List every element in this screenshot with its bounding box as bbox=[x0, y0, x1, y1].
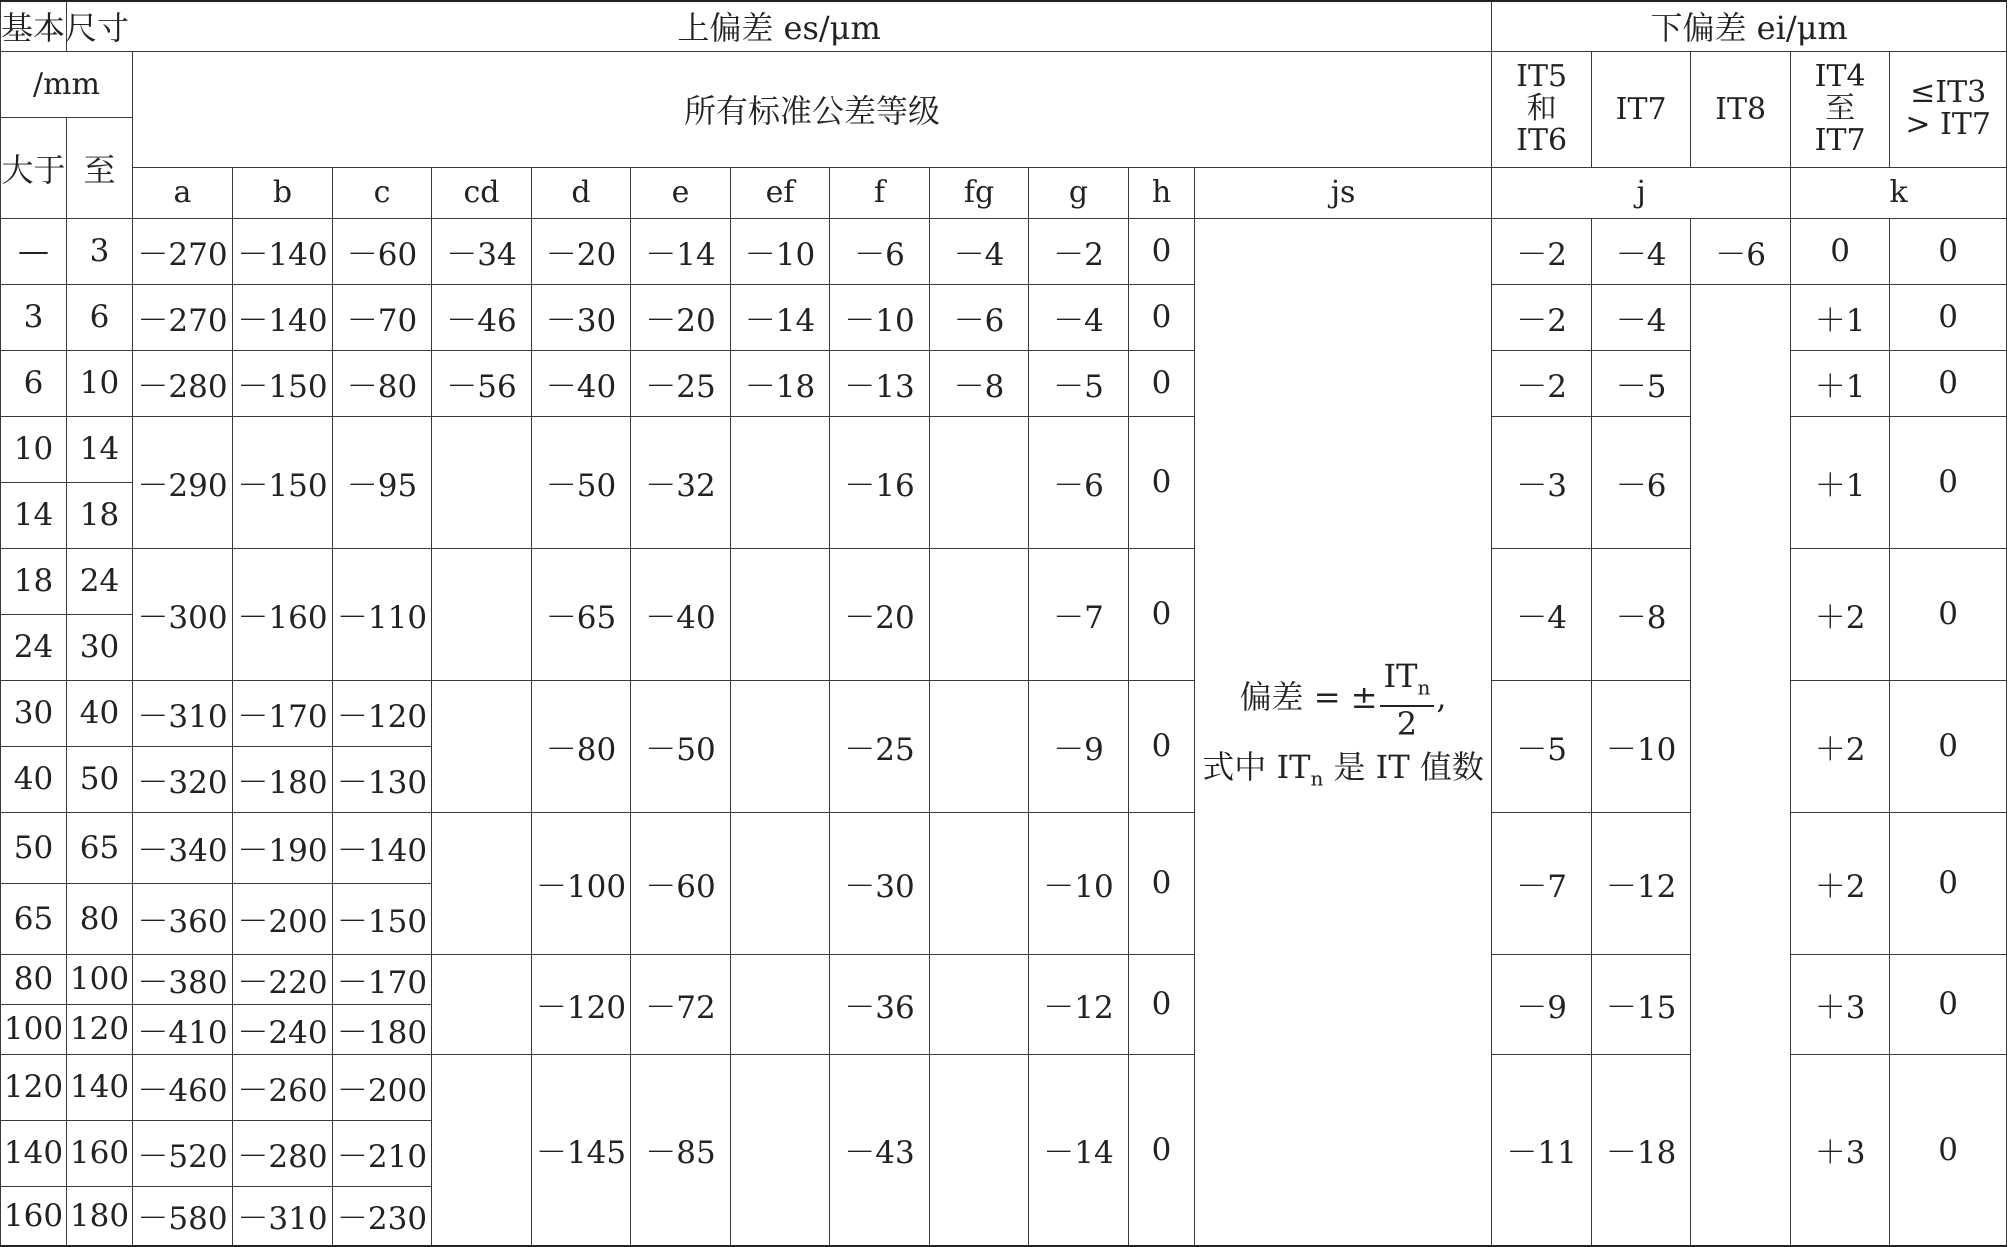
js-explanation: 式中 $IT_n$ 是 IT 值数 bbox=[1202, 747, 1484, 791]
size-upto: 24 bbox=[67, 548, 133, 614]
size-upto: 50 bbox=[67, 746, 133, 812]
cell-c: －95 bbox=[333, 416, 432, 548]
grade-it7-header: IT7 bbox=[1592, 51, 1691, 167]
cell-b: －160 bbox=[233, 548, 333, 680]
cell-k-other: 0 bbox=[1890, 954, 2007, 1054]
cell-b: －150 bbox=[233, 350, 333, 416]
size-over: 160 bbox=[1, 1186, 67, 1246]
js-fraction: $\frac{IT_n}{2}$ bbox=[1380, 659, 1435, 740]
cell-a: －270 bbox=[133, 284, 233, 350]
size-upto: 10 bbox=[67, 350, 133, 416]
cell-k-other: 0 bbox=[1890, 416, 2007, 548]
cell-d: －30 bbox=[532, 284, 631, 350]
cell-b: －200 bbox=[233, 883, 333, 954]
letter-fg: fg bbox=[930, 167, 1029, 218]
cell-h: 0 bbox=[1129, 1054, 1195, 1246]
cell-c: －130 bbox=[333, 746, 432, 812]
size-over: 50 bbox=[1, 812, 67, 883]
basic-size-header: 基本尺寸 bbox=[1, 1, 67, 51]
lower-deviation-header: 下偏差 ei/μm bbox=[1492, 1, 2007, 51]
size-upto: 180 bbox=[67, 1186, 133, 1246]
cell-a: －300 bbox=[133, 548, 233, 680]
cell-j-it7: －15 bbox=[1592, 954, 1691, 1054]
letter-a: a bbox=[133, 167, 233, 218]
grade-it8-header: IT8 bbox=[1691, 51, 1791, 167]
cell-e: －14 bbox=[631, 218, 731, 284]
letter-b: b bbox=[233, 167, 333, 218]
cell-cd-empty bbox=[432, 812, 532, 954]
letter-ef: ef bbox=[731, 167, 830, 218]
cell-cd: －56 bbox=[432, 350, 532, 416]
size-over: 65 bbox=[1, 883, 67, 954]
size-upto: 40 bbox=[67, 680, 133, 746]
upto-header: 至 bbox=[67, 117, 133, 218]
cell-e: －20 bbox=[631, 284, 731, 350]
cell-ef-empty bbox=[731, 416, 830, 548]
cell-f: －10 bbox=[830, 284, 930, 350]
size-over: 24 bbox=[1, 614, 67, 680]
cell-cd-empty bbox=[432, 548, 532, 680]
letter-d: d bbox=[532, 167, 631, 218]
cell-fg-empty bbox=[930, 1054, 1029, 1246]
cell-h: 0 bbox=[1129, 812, 1195, 954]
grade-le-it3-gt-it7-header: ≤IT3 > IT7 bbox=[1890, 51, 2007, 167]
cell-g: －10 bbox=[1029, 812, 1129, 954]
cell-c: －80 bbox=[333, 350, 432, 416]
cell-g: －4 bbox=[1029, 284, 1129, 350]
size-over: 120 bbox=[1, 1054, 67, 1120]
cell-c: －140 bbox=[333, 812, 432, 883]
cell-h: 0 bbox=[1129, 548, 1195, 680]
letter-f: f bbox=[830, 167, 930, 218]
cell-k-it4-7: 0 bbox=[1791, 218, 1890, 284]
cell-j-it5-6: －4 bbox=[1492, 548, 1592, 680]
cell-cd-empty bbox=[432, 954, 532, 1054]
size-over: 30 bbox=[1, 680, 67, 746]
cell-fg-empty bbox=[930, 812, 1029, 954]
cell-j-it5-6: －3 bbox=[1492, 416, 1592, 548]
cell-b: －260 bbox=[233, 1054, 333, 1120]
letter-k: k bbox=[1791, 167, 2007, 218]
over-header: 大于 bbox=[1, 117, 67, 218]
cell-k-it4-7: ＋1 bbox=[1791, 416, 1890, 548]
cell-ef-empty bbox=[731, 548, 830, 680]
cell-a: －310 bbox=[133, 680, 233, 746]
cell-b: －190 bbox=[233, 812, 333, 883]
cell-cd-empty bbox=[432, 416, 532, 548]
cell-ef-empty bbox=[731, 1054, 830, 1246]
cell-fg-empty bbox=[930, 548, 1029, 680]
cell-j-it7: －5 bbox=[1592, 350, 1691, 416]
cell-h: 0 bbox=[1129, 218, 1195, 284]
js-deviation-note bbox=[1195, 218, 1492, 1246]
size-over: 100 bbox=[1, 1004, 67, 1054]
size-over: 18 bbox=[1, 548, 67, 614]
cell-d: －65 bbox=[532, 548, 631, 680]
cell-a: －340 bbox=[133, 812, 233, 883]
cell-d: －20 bbox=[532, 218, 631, 284]
size-over: — bbox=[1, 218, 67, 284]
cell-f: －30 bbox=[830, 812, 930, 954]
js-formula: 偏差 = ± $\frac{IT_n}{2}$ , bbox=[1239, 657, 1447, 743]
cell-b: －180 bbox=[233, 746, 333, 812]
cell-ef: －10 bbox=[731, 218, 830, 284]
cell-j-it5-6: －2 bbox=[1492, 284, 1592, 350]
upper-deviation-header: 上偏差 es/μm bbox=[67, 1, 1492, 51]
cell-fg-empty bbox=[930, 680, 1029, 812]
cell-k-other: 0 bbox=[1890, 812, 2007, 954]
cell-k-other: 0 bbox=[1890, 680, 2007, 812]
cell-b: －310 bbox=[233, 1186, 333, 1246]
cell-k-it4-7: ＋3 bbox=[1791, 1054, 1890, 1246]
cell-g: －12 bbox=[1029, 954, 1129, 1054]
size-over: 6 bbox=[1, 350, 67, 416]
cell-a: －520 bbox=[133, 1120, 233, 1186]
cell-k-it4-7: ＋1 bbox=[1791, 284, 1890, 350]
grade-it4-it7-header: IT4 至 IT7 bbox=[1791, 51, 1890, 167]
cell-j-it7: －12 bbox=[1592, 812, 1691, 954]
cell-k-it4-7: ＋2 bbox=[1791, 812, 1890, 954]
cell-d: －120 bbox=[532, 954, 631, 1054]
cell-a: －580 bbox=[133, 1186, 233, 1246]
cell-cd-empty bbox=[432, 1054, 532, 1246]
cell-j-it8: －6 bbox=[1691, 218, 1791, 284]
cell-c: －210 bbox=[333, 1120, 432, 1186]
cell-ef: －14 bbox=[731, 284, 830, 350]
cell-a: －290 bbox=[133, 416, 233, 548]
cell-j-it7: －8 bbox=[1592, 548, 1691, 680]
cell-j-it5-6: －2 bbox=[1492, 218, 1592, 284]
cell-h: 0 bbox=[1129, 416, 1195, 548]
cell-b: －170 bbox=[233, 680, 333, 746]
cell-cd: －34 bbox=[432, 218, 532, 284]
cell-e: －32 bbox=[631, 416, 731, 548]
cell-e: －60 bbox=[631, 812, 731, 954]
cell-f: －13 bbox=[830, 350, 930, 416]
cell-j-it8-empty bbox=[1691, 284, 1791, 1246]
cell-c: －70 bbox=[333, 284, 432, 350]
cell-d: －40 bbox=[532, 350, 631, 416]
cell-g: －7 bbox=[1029, 548, 1129, 680]
cell-cd: －46 bbox=[432, 284, 532, 350]
cell-ef-empty bbox=[731, 812, 830, 954]
size-upto: 120 bbox=[67, 1004, 133, 1054]
cell-k-it4-7: ＋3 bbox=[1791, 954, 1890, 1054]
cell-c: －230 bbox=[333, 1186, 432, 1246]
size-upto: 18 bbox=[67, 482, 133, 548]
cell-h: 0 bbox=[1129, 680, 1195, 812]
cell-g: －6 bbox=[1029, 416, 1129, 548]
cell-ef-empty bbox=[731, 954, 830, 1054]
cell-j-it5-6: －2 bbox=[1492, 350, 1592, 416]
cell-a: －270 bbox=[133, 218, 233, 284]
letter-j: j bbox=[1492, 167, 1791, 218]
cell-c: －150 bbox=[333, 883, 432, 954]
cell-d: －100 bbox=[532, 812, 631, 954]
cell-fg: －8 bbox=[930, 350, 1029, 416]
size-upto: 30 bbox=[67, 614, 133, 680]
cell-e: －25 bbox=[631, 350, 731, 416]
cell-j-it7: －18 bbox=[1592, 1054, 1691, 1246]
cell-e: －72 bbox=[631, 954, 731, 1054]
cell-c: －120 bbox=[333, 680, 432, 746]
cell-cd-empty bbox=[432, 680, 532, 812]
cell-a: －280 bbox=[133, 350, 233, 416]
all-grades-header: 所有标准公差等级 bbox=[133, 51, 1492, 167]
cell-a: －410 bbox=[133, 1004, 233, 1054]
cell-j-it7: －4 bbox=[1592, 218, 1691, 284]
cell-k-it4-7: ＋2 bbox=[1791, 548, 1890, 680]
cell-f: －36 bbox=[830, 954, 930, 1054]
cell-a: －320 bbox=[133, 746, 233, 812]
size-over: 80 bbox=[1, 954, 67, 1004]
cell-a: －460 bbox=[133, 1054, 233, 1120]
cell-k-other: 0 bbox=[1890, 1054, 2007, 1246]
cell-d: －145 bbox=[532, 1054, 631, 1246]
cell-fg: －4 bbox=[930, 218, 1029, 284]
cell-f: －20 bbox=[830, 548, 930, 680]
cell-k-other: 0 bbox=[1890, 350, 2007, 416]
cell-b: －140 bbox=[233, 284, 333, 350]
cell-b: －140 bbox=[233, 218, 333, 284]
size-over: 10 bbox=[1, 416, 67, 482]
size-upto: 6 bbox=[67, 284, 133, 350]
size-over: 14 bbox=[1, 482, 67, 548]
cell-f: －43 bbox=[830, 1054, 930, 1246]
letter-cd: cd bbox=[432, 167, 532, 218]
cell-g: －9 bbox=[1029, 680, 1129, 812]
letter-c: c bbox=[333, 167, 432, 218]
cell-j-it5-6: －7 bbox=[1492, 812, 1592, 954]
cell-h: 0 bbox=[1129, 284, 1195, 350]
size-upto: 100 bbox=[67, 954, 133, 1004]
cell-ef-empty bbox=[731, 680, 830, 812]
cell-fg-empty bbox=[930, 416, 1029, 548]
cell-j-it7: －10 bbox=[1592, 680, 1691, 812]
cell-k-other: 0 bbox=[1890, 284, 2007, 350]
cell-f: －25 bbox=[830, 680, 930, 812]
cell-f: －16 bbox=[830, 416, 930, 548]
cell-c: －200 bbox=[333, 1054, 432, 1120]
size-upto: 140 bbox=[67, 1054, 133, 1120]
cell-c: －170 bbox=[333, 954, 432, 1004]
table-row bbox=[1, 218, 2007, 284]
cell-k-it4-7: ＋1 bbox=[1791, 350, 1890, 416]
cell-j-it5-6: －11 bbox=[1492, 1054, 1592, 1246]
size-upto: 65 bbox=[67, 812, 133, 883]
cell-h: 0 bbox=[1129, 350, 1195, 416]
cell-j-it7: －6 bbox=[1592, 416, 1691, 548]
cell-b: －240 bbox=[233, 1004, 333, 1054]
size-over: 140 bbox=[1, 1120, 67, 1186]
size-upto: 80 bbox=[67, 883, 133, 954]
size-upto: 14 bbox=[67, 416, 133, 482]
cell-c: －180 bbox=[333, 1004, 432, 1054]
cell-d: －50 bbox=[532, 416, 631, 548]
cell-b: －150 bbox=[233, 416, 333, 548]
cell-j-it7: －4 bbox=[1592, 284, 1691, 350]
cell-e: －85 bbox=[631, 1054, 731, 1246]
cell-fg: －6 bbox=[930, 284, 1029, 350]
cell-e: －50 bbox=[631, 680, 731, 812]
cell-k-other: 0 bbox=[1890, 548, 2007, 680]
unit-header: /mm bbox=[1, 51, 133, 117]
size-over: 40 bbox=[1, 746, 67, 812]
cell-k-it4-7: ＋2 bbox=[1791, 680, 1890, 812]
letter-h: h bbox=[1129, 167, 1195, 218]
cell-b: －280 bbox=[233, 1120, 333, 1186]
grade-it5-it6-header: IT5 和 IT6 bbox=[1492, 51, 1592, 167]
size-over: 3 bbox=[1, 284, 67, 350]
table-row bbox=[1, 284, 2007, 350]
cell-b: －220 bbox=[233, 954, 333, 1004]
cell-g: －2 bbox=[1029, 218, 1129, 284]
cell-g: －14 bbox=[1029, 1054, 1129, 1246]
cell-c: －110 bbox=[333, 548, 432, 680]
cell-j-it5-6: －5 bbox=[1492, 680, 1592, 812]
cell-a: －360 bbox=[133, 883, 233, 954]
letter-js: js bbox=[1195, 167, 1492, 218]
cell-g: －5 bbox=[1029, 350, 1129, 416]
cell-f: －6 bbox=[830, 218, 930, 284]
cell-k-other: 0 bbox=[1890, 218, 2007, 284]
cell-e: －40 bbox=[631, 548, 731, 680]
cell-c: －60 bbox=[333, 218, 432, 284]
cell-j-it5-6: －9 bbox=[1492, 954, 1592, 1054]
cell-h: 0 bbox=[1129, 954, 1195, 1054]
size-upto: 3 bbox=[67, 218, 133, 284]
cell-fg-empty bbox=[930, 954, 1029, 1054]
size-upto: 160 bbox=[67, 1120, 133, 1186]
letter-e: e bbox=[631, 167, 731, 218]
letter-g: g bbox=[1029, 167, 1129, 218]
cell-d: －80 bbox=[532, 680, 631, 812]
cell-ef: －18 bbox=[731, 350, 830, 416]
cell-a: －380 bbox=[133, 954, 233, 1004]
